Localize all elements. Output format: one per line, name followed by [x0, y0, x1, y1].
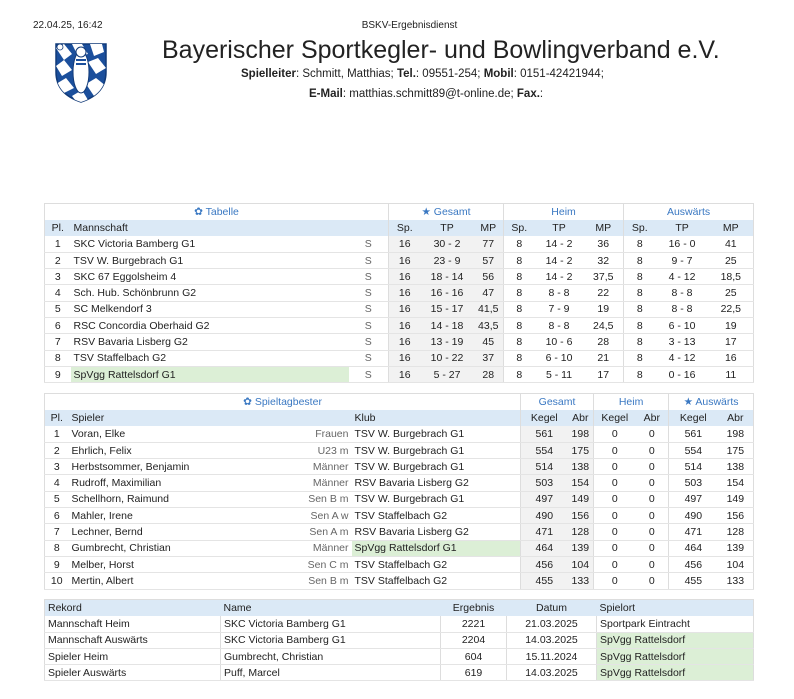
table-row[interactable] [45, 366, 754, 382]
col-datum: Datum [507, 600, 597, 616]
home-tp-cell: 8 - 8 [535, 285, 584, 301]
print-datetime: 22.04.25, 16:42 [33, 20, 103, 31]
team-name[interactable]: TSV W. Burgebrach G1 [71, 252, 349, 268]
class-cell: Sen A w [229, 508, 352, 524]
col-ergebnis: Ergebnis [441, 600, 507, 616]
tp-cell: 16 - 16 [421, 285, 474, 301]
games-cell: 16 [389, 301, 421, 317]
abr-cell: 156 [568, 508, 594, 524]
class-cell: Frauen [229, 426, 352, 442]
away-tp-cell: 4 - 12 [656, 350, 709, 366]
col-name: Name [221, 600, 441, 616]
team-name[interactable]: RSC Concordia Oberhaid G2 [71, 318, 349, 334]
rank-cell: 1 [45, 426, 69, 442]
standings-table [44, 203, 754, 383]
col-rekord: Rekord [45, 600, 221, 616]
tp-cell: 5 - 27 [421, 366, 474, 382]
away-games-cell: 8 [624, 301, 656, 317]
status-cell: S [349, 366, 389, 382]
home-games-cell: 8 [504, 252, 535, 268]
home-mp-cell: 22 [584, 285, 624, 301]
record-result: 619 [441, 665, 507, 681]
away-kegel-cell: 514 [669, 459, 718, 475]
status-cell: S [349, 301, 389, 317]
record-holder: Gumbrecht, Christian [221, 648, 441, 664]
rank-cell: 3 [45, 269, 71, 285]
record-venue: SpVgg Rattelsdorf [597, 648, 754, 664]
status-cell: S [349, 269, 389, 285]
kegel-cell: 464 [521, 540, 568, 556]
abr-cell: 149 [568, 491, 594, 507]
home-abr-cell: 0 [636, 556, 669, 572]
contact-line-2: E-Mail: matthias.schmitt89@t-online.de; Fax.: [309, 88, 544, 100]
away-games-cell: 8 [624, 269, 656, 285]
games-cell: 16 [389, 269, 421, 285]
record-date: 21.03.2025 [507, 616, 597, 632]
record-venue: Sportpark Eintracht [597, 616, 754, 632]
rank-cell: 7 [45, 334, 71, 350]
rank-cell: 5 [45, 491, 69, 507]
mp-cell: 47 [474, 285, 504, 301]
kegel-cell: 554 [521, 442, 568, 458]
away-abr-cell: 139 [718, 540, 754, 556]
table-row[interactable] [45, 236, 754, 252]
home-tp-cell: 14 - 2 [535, 269, 584, 285]
abr-cell: 128 [568, 524, 594, 540]
away-mp-cell: 17 [709, 334, 754, 350]
status-cell: S [349, 252, 389, 268]
home-games-cell: 8 [504, 285, 535, 301]
record-holder: SKC Victoria Bamberg G1 [221, 632, 441, 648]
rank-cell: 7 [45, 524, 69, 540]
away-mp-cell: 25 [709, 285, 754, 301]
table-row[interactable] [45, 252, 754, 268]
team-name[interactable]: TSV Staffelbach G2 [71, 350, 349, 366]
table-row[interactable] [45, 540, 754, 556]
rank-cell: 6 [45, 508, 69, 524]
tp-cell: 30 - 2 [421, 236, 474, 252]
tp-cell: 10 - 22 [421, 350, 474, 366]
service-name: BSKV-Ergebnisdienst [361, 20, 458, 31]
home-kegel-cell: 0 [594, 556, 636, 572]
abr-cell: 138 [568, 459, 594, 475]
away-tp-cell: 4 - 12 [656, 269, 709, 285]
col-ausw-abr: Abr [718, 410, 754, 426]
kegel-cell: 490 [521, 508, 568, 524]
class-cell: Männer [229, 459, 352, 475]
away-abr-cell: 133 [718, 573, 754, 589]
games-cell: 16 [389, 318, 421, 334]
status-cell: S [349, 350, 389, 366]
record-type: Mannschaft Heim [45, 616, 221, 632]
away-abr-cell: 156 [718, 508, 754, 524]
away-mp-cell: 19 [709, 318, 754, 334]
away-abr-cell: 149 [718, 491, 754, 507]
record-date: 14.03.2025 [507, 665, 597, 681]
rank-cell: 10 [45, 573, 69, 589]
home-kegel-cell: 0 [594, 508, 636, 524]
away-kegel-cell: 503 [669, 475, 718, 491]
player-name[interactable]: Lechner, Bernd [69, 524, 229, 540]
best-gesamt-header[interactable]: Gesamt [521, 394, 594, 410]
abr-cell: 154 [568, 475, 594, 491]
home-tp-cell: 8 - 8 [535, 318, 584, 334]
away-tp-cell: 16 - 0 [656, 236, 709, 252]
kegel-cell: 503 [521, 475, 568, 491]
abr-cell: 133 [568, 573, 594, 589]
home-kegel-cell: 0 [594, 540, 636, 556]
class-cell: Sen B m [229, 491, 352, 507]
class-cell: U23 m [229, 442, 352, 458]
record-date: 15.11.2024 [507, 648, 597, 664]
home-mp-cell: 32 [584, 252, 624, 268]
table-row[interactable] [45, 475, 754, 491]
record-type: Spieler Heim [45, 648, 221, 664]
games-cell: 16 [389, 366, 421, 382]
games-cell: 16 [389, 252, 421, 268]
home-kegel-cell: 0 [594, 524, 636, 540]
player-name[interactable]: Melber, Horst [69, 556, 229, 572]
rank-cell: 9 [45, 556, 69, 572]
table-row [45, 616, 754, 632]
best-heim-header[interactable]: Heim [594, 394, 669, 410]
rank-cell: 2 [45, 252, 71, 268]
away-abr-cell: 198 [718, 426, 754, 442]
home-games-cell: 8 [504, 350, 535, 366]
home-abr-cell: 0 [636, 442, 669, 458]
player-name[interactable]: Ehrlich, Felix [69, 442, 229, 458]
mp-cell: 43,5 [474, 318, 504, 334]
away-games-cell: 8 [624, 236, 656, 252]
mp-cell: 57 [474, 252, 504, 268]
team-name[interactable]: SKC Victoria Bamberg G1 [71, 236, 349, 252]
away-kegel-cell: 464 [669, 540, 718, 556]
rank-cell: 9 [45, 366, 71, 382]
away-games-cell: 8 [624, 334, 656, 350]
home-tp-cell: 5 - 11 [535, 366, 584, 382]
col-heim-abr: Abr [636, 410, 669, 426]
record-type: Mannschaft Auswärts [45, 632, 221, 648]
tp-cell: 15 - 17 [421, 301, 474, 317]
games-cell: 16 [389, 350, 421, 366]
col-spielort: Spielort [597, 600, 754, 616]
table-row[interactable] [45, 491, 754, 507]
gesamt-header[interactable]: ★ Gesamt [389, 204, 504, 220]
table-row[interactable] [45, 442, 754, 458]
away-kegel-cell: 497 [669, 491, 718, 507]
class-cell: Sen A m [229, 524, 352, 540]
away-kegel-cell: 456 [669, 556, 718, 572]
home-abr-cell: 0 [636, 491, 669, 507]
table-row [45, 665, 754, 681]
home-games-cell: 8 [504, 334, 535, 350]
rank-cell: 1 [45, 236, 71, 252]
class-cell: Sen C m [229, 556, 352, 572]
record-date: 14.03.2025 [507, 632, 597, 648]
table-row[interactable] [45, 285, 754, 301]
player-name[interactable]: Voran, Elke [69, 426, 229, 442]
team-name[interactable]: Sch. Hub. Schönbrunn G2 [71, 285, 349, 301]
kegel-cell: 455 [521, 573, 568, 589]
home-mp-cell: 21 [584, 350, 624, 366]
player-name[interactable]: Herbstsommer, Benjamin [69, 459, 229, 475]
team-name[interactable]: RSV Bavaria Lisberg G2 [71, 334, 349, 350]
record-result: 2221 [441, 616, 507, 632]
col-heim-sp: Sp. [504, 220, 535, 236]
club-name[interactable]: RSV Bavaria Lisberg G2 [352, 524, 521, 540]
mp-cell: 28 [474, 366, 504, 382]
away-tp-cell: 8 - 8 [656, 301, 709, 317]
abr-cell: 104 [568, 556, 594, 572]
kegel-cell: 456 [521, 556, 568, 572]
home-abr-cell: 0 [636, 524, 669, 540]
away-games-cell: 8 [624, 318, 656, 334]
away-mp-cell: 16 [709, 350, 754, 366]
col-abr: Abr [568, 410, 594, 426]
club-name[interactable]: TSV Staffelbach G2 [352, 556, 521, 572]
table-row[interactable] [45, 301, 754, 317]
col-kegel: Kegel [521, 410, 568, 426]
col-ausw-kegel: Kegel [669, 410, 718, 426]
rank-cell: 2 [45, 442, 69, 458]
away-kegel-cell: 554 [669, 442, 718, 458]
home-mp-cell: 37,5 [584, 269, 624, 285]
away-mp-cell: 11 [709, 366, 754, 382]
mp-cell: 77 [474, 236, 504, 252]
col-sp: Sp. [389, 220, 421, 236]
home-mp-cell: 28 [584, 334, 624, 350]
col-pl: Pl. [45, 410, 69, 426]
col-ausw-sp: Sp. [624, 220, 656, 236]
tp-cell: 13 - 19 [421, 334, 474, 350]
away-tp-cell: 3 - 13 [656, 334, 709, 350]
away-tp-cell: 9 - 7 [656, 252, 709, 268]
record-type: Spieler Auswärts [45, 665, 221, 681]
col-mp: MP [474, 220, 504, 236]
page-title: Bayerischer Sportkegler- und Bowlingverband e.V. [162, 36, 720, 64]
kegel-cell: 497 [521, 491, 568, 507]
rank-cell: 6 [45, 318, 71, 334]
record-venue: SpVgg Rattelsdorf [597, 632, 754, 648]
away-games-cell: 8 [624, 350, 656, 366]
tabelle-header[interactable]: ✿ Tabelle [45, 204, 389, 220]
kegel-cell: 561 [521, 426, 568, 442]
record-result: 604 [441, 648, 507, 664]
kegel-cell: 514 [521, 459, 568, 475]
col-heim-kegel: Kegel [594, 410, 636, 426]
away-tp-cell: 8 - 8 [656, 285, 709, 301]
record-venue: SpVgg Rattelsdorf [597, 665, 754, 681]
games-cell: 16 [389, 334, 421, 350]
away-mp-cell: 41 [709, 236, 754, 252]
tp-cell: 18 - 14 [421, 269, 474, 285]
away-abr-cell: 104 [718, 556, 754, 572]
gear-icon: ✿ [194, 205, 206, 218]
home-abr-cell: 0 [636, 573, 669, 589]
home-kegel-cell: 0 [594, 475, 636, 491]
class-cell: Sen B m [229, 573, 352, 589]
rank-cell: 4 [45, 475, 69, 491]
table-row[interactable] [45, 573, 754, 589]
home-tp-cell: 14 - 2 [535, 252, 584, 268]
home-games-cell: 8 [504, 301, 535, 317]
gear-icon: ✿ [243, 395, 255, 408]
contact-line-1: Spielleiter: Schmitt, Matthias; Tel.: 09551-254; Mobil: 0151-42421944; [241, 68, 604, 80]
status-cell: S [349, 285, 389, 301]
col-ausw-mp: MP [709, 220, 754, 236]
star-icon: ★ [683, 395, 696, 408]
table-row[interactable] [45, 350, 754, 366]
class-cell: Männer [229, 540, 352, 556]
games-cell: 16 [389, 236, 421, 252]
club-name[interactable]: TSV W. Burgebrach G1 [352, 491, 521, 507]
table-row[interactable] [45, 556, 754, 572]
col-pl: Pl. [45, 220, 71, 236]
table-row[interactable] [45, 508, 754, 524]
mp-cell: 41,5 [474, 301, 504, 317]
auswaerts-header[interactable]: Auswärts [624, 204, 754, 220]
home-mp-cell: 17 [584, 366, 624, 382]
col-heim-tp: TP [535, 220, 584, 236]
col-klub: Klub [352, 410, 521, 426]
games-cell: 16 [389, 285, 421, 301]
club-name[interactable]: TSV Staffelbach G2 [352, 508, 521, 524]
table-row[interactable] [45, 459, 754, 475]
rank-cell: 8 [45, 540, 69, 556]
spieltagbester-header[interactable]: ✿ Spieltagbester [45, 394, 521, 410]
away-games-cell: 8 [624, 285, 656, 301]
club-name[interactable]: SpVgg Rattelsdorf G1 [352, 540, 521, 556]
abr-cell: 139 [568, 540, 594, 556]
away-mp-cell: 22,5 [709, 301, 754, 317]
player-name[interactable]: Rudroff, Maximilian [69, 475, 229, 491]
status-cell: S [349, 334, 389, 350]
home-abr-cell: 0 [636, 426, 669, 442]
class-cell: Männer [229, 475, 352, 491]
kegel-cell: 471 [521, 524, 568, 540]
home-kegel-cell: 0 [594, 442, 636, 458]
away-abr-cell: 154 [718, 475, 754, 491]
home-games-cell: 8 [504, 269, 535, 285]
home-games-cell: 8 [504, 366, 535, 382]
home-kegel-cell: 0 [594, 491, 636, 507]
away-kegel-cell: 490 [669, 508, 718, 524]
team-name[interactable]: SC Melkendorf 3 [71, 301, 349, 317]
player-name[interactable]: Mertin, Albert [69, 573, 229, 589]
col-tp: TP [421, 220, 474, 236]
table-row [45, 648, 754, 664]
home-abr-cell: 0 [636, 540, 669, 556]
status-cell: S [349, 318, 389, 334]
tp-cell: 23 - 9 [421, 252, 474, 268]
records-table [44, 599, 754, 681]
record-result: 2204 [441, 632, 507, 648]
home-games-cell: 8 [504, 236, 535, 252]
star-icon: ★ [421, 205, 434, 218]
home-mp-cell: 19 [584, 301, 624, 317]
away-abr-cell: 138 [718, 459, 754, 475]
home-mp-cell: 36 [584, 236, 624, 252]
club-name[interactable]: TSV W. Burgebrach G1 [352, 426, 521, 442]
home-abr-cell: 0 [636, 508, 669, 524]
home-kegel-cell: 0 [594, 459, 636, 475]
team-name[interactable]: SKC 67 Eggolsheim 4 [71, 269, 349, 285]
player-name[interactable]: Gumbrecht, Christian [69, 540, 229, 556]
home-tp-cell: 6 - 10 [535, 350, 584, 366]
team-name[interactable]: SpVgg Rattelsdorf G1 [71, 366, 349, 382]
home-tp-cell: 10 - 6 [535, 334, 584, 350]
away-games-cell: 8 [624, 366, 656, 382]
home-tp-cell: 14 - 2 [535, 236, 584, 252]
away-games-cell: 8 [624, 252, 656, 268]
table-row[interactable] [45, 524, 754, 540]
table-row[interactable] [45, 334, 754, 350]
away-tp-cell: 6 - 10 [656, 318, 709, 334]
away-kegel-cell: 455 [669, 573, 718, 589]
rank-cell: 3 [45, 459, 69, 475]
tp-cell: 14 - 18 [421, 318, 474, 334]
home-games-cell: 8 [504, 318, 535, 334]
home-abr-cell: 0 [636, 459, 669, 475]
table-row [45, 632, 754, 648]
club-name[interactable]: TSV W. Burgebrach G1 [352, 459, 521, 475]
club-name[interactable]: TSV W. Burgebrach G1 [352, 442, 521, 458]
mp-cell: 37 [474, 350, 504, 366]
record-holder: Puff, Marcel [221, 665, 441, 681]
home-mp-cell: 24,5 [584, 318, 624, 334]
rank-cell: 8 [45, 350, 71, 366]
rank-cell: 5 [45, 301, 71, 317]
table-row[interactable] [45, 269, 754, 285]
mp-cell: 45 [474, 334, 504, 350]
record-holder: SKC Victoria Bamberg G1 [221, 616, 441, 632]
col-heim-mp: MP [584, 220, 624, 236]
mp-cell: 56 [474, 269, 504, 285]
club-name[interactable]: RSV Bavaria Lisberg G2 [352, 475, 521, 491]
away-tp-cell: 0 - 16 [656, 366, 709, 382]
best-auswaerts-header[interactable]: ★ Auswärts [669, 394, 754, 410]
away-mp-cell: 25 [709, 252, 754, 268]
away-abr-cell: 175 [718, 442, 754, 458]
away-kegel-cell: 561 [669, 426, 718, 442]
abr-cell: 175 [568, 442, 594, 458]
home-kegel-cell: 0 [594, 426, 636, 442]
away-mp-cell: 18,5 [709, 269, 754, 285]
away-kegel-cell: 471 [669, 524, 718, 540]
club-name[interactable]: TSV Staffelbach G2 [352, 573, 521, 589]
table-row[interactable] [45, 426, 754, 442]
col-ausw-tp: TP [656, 220, 709, 236]
bskv-logo-icon [52, 38, 110, 104]
home-kegel-cell: 0 [594, 573, 636, 589]
rank-cell: 4 [45, 285, 71, 301]
status-cell: S [349, 236, 389, 252]
abr-cell: 198 [568, 426, 594, 442]
col-spieler: Spieler [69, 410, 352, 426]
home-abr-cell: 0 [636, 475, 669, 491]
player-name[interactable]: Mahler, Irene [69, 508, 229, 524]
heim-header[interactable]: Heim [504, 204, 624, 220]
col-mannschaft: Mannschaft [71, 220, 389, 236]
home-tp-cell: 7 - 9 [535, 301, 584, 317]
table-row[interactable] [45, 318, 754, 334]
away-abr-cell: 128 [718, 524, 754, 540]
player-name[interactable]: Schellhorn, Raimund [69, 491, 229, 507]
best-players-table [44, 393, 754, 590]
